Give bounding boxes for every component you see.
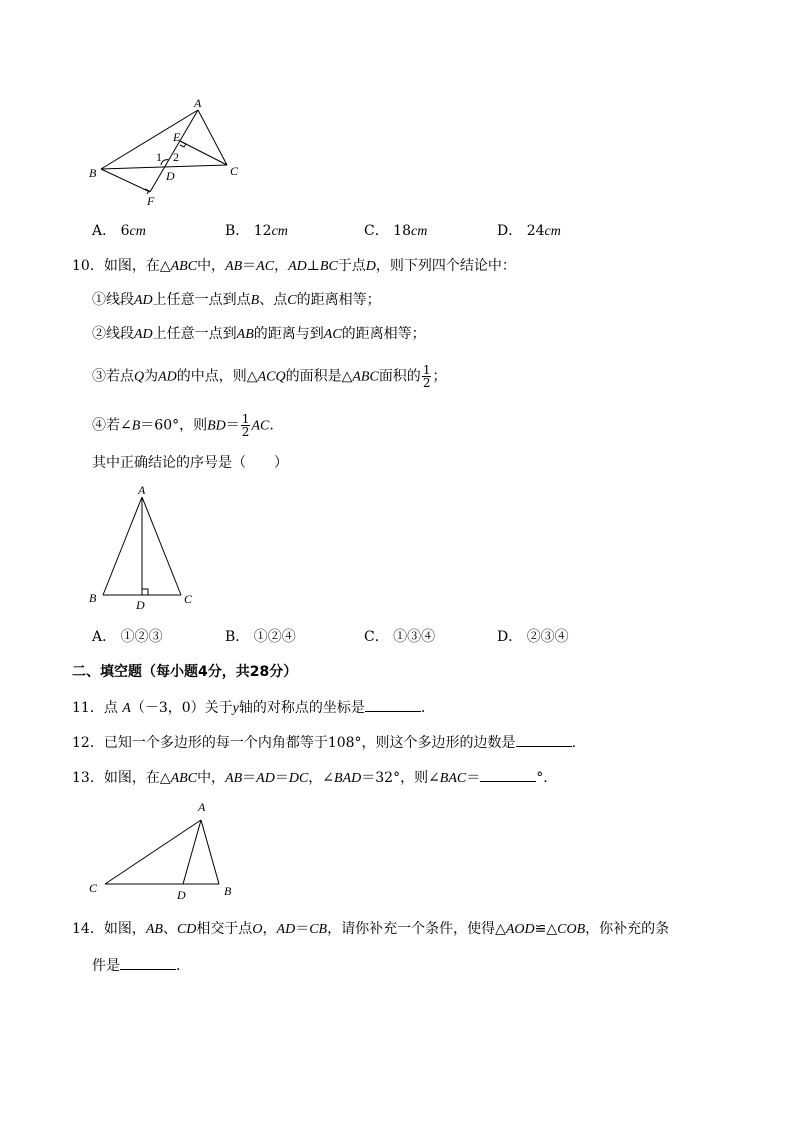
fraction-one-half: $\frac{1}{2}$ bbox=[241, 412, 250, 439]
fig2-label-c: C bbox=[184, 592, 193, 606]
q10-question: 其中正确结论的序号是（ ） bbox=[92, 455, 288, 471]
q9-option-c: C． 18cm bbox=[364, 223, 428, 239]
fig1-angle-2: 2 bbox=[173, 150, 179, 164]
q10-option-a: A． ①②③ bbox=[92, 629, 163, 645]
q11: 11．点 A（－3，0）关于y轴的对称点的坐标是 . bbox=[72, 697, 425, 719]
fig2-label-b: B bbox=[89, 591, 97, 605]
fig3-label-b: B bbox=[224, 884, 232, 898]
fig2-label-a: A bbox=[138, 483, 146, 497]
fig1-label-a: A bbox=[194, 96, 202, 110]
figure-q9 bbox=[85, 95, 255, 210]
q10-conclusion-1: ①线段AD上任意一点到点B、点C的距离相等； bbox=[92, 292, 381, 308]
q10-option-b: B． ①②④ bbox=[225, 629, 296, 645]
answer-blank[interactable] bbox=[120, 955, 176, 970]
fig3-label-a: A bbox=[198, 800, 206, 814]
q14-line1: 14．如图，AB、CD相交于点O，AD＝CB，请你补充一个条件，使得△AOD≌△COB，你补充的条 bbox=[72, 921, 670, 937]
q10-conclusion-3: ③若点Q为AD的中点，则△ACQ的面积是△ABC面积的 $\frac{1}{2}$ ； bbox=[92, 363, 447, 390]
q12: 12．已知一个多边形的每一个内角都等于108°，则这个多边形的边数是 . bbox=[72, 732, 576, 753]
fig2-label-d: D bbox=[136, 598, 145, 612]
q14-line2: 件是 . bbox=[92, 955, 180, 976]
answer-blank[interactable] bbox=[480, 767, 536, 782]
fig1-label-e: E bbox=[173, 130, 181, 144]
fig1-angle-1: 1 bbox=[156, 150, 162, 164]
fig3-label-c: C bbox=[89, 881, 98, 895]
answer-blank[interactable] bbox=[365, 697, 421, 712]
fig1-label-b: B bbox=[89, 166, 97, 180]
fig1-label-c: C bbox=[230, 164, 239, 178]
q13: 13．如图，在△ABC中，AB＝AD＝DC，∠BAD＝32°，则∠BAC＝ °. bbox=[72, 767, 548, 789]
fig1-label-d: D bbox=[166, 169, 175, 183]
answer-blank[interactable] bbox=[516, 732, 572, 747]
fig1-label-f: F bbox=[147, 194, 155, 208]
fraction-one-half: $\frac{1}{2}$ bbox=[422, 363, 431, 390]
figure-q10 bbox=[85, 485, 205, 615]
q10-option-d: D． ②③④ bbox=[497, 629, 569, 645]
q10-stem: 10．如图，在△ABC中，AB＝AC，AD⊥BC于点D，则下列四个结论中： bbox=[72, 258, 516, 274]
q9-option-d: D． 24cm bbox=[497, 223, 561, 239]
figure-q13 bbox=[85, 795, 245, 905]
section-title-fill-blank: 二、填空题（每小题4分，共28分） bbox=[72, 664, 298, 680]
q9-option-b: B． 12cm bbox=[225, 223, 288, 239]
q9-option-a: A． 6cm bbox=[92, 223, 146, 239]
q10-option-c: C． ①③④ bbox=[364, 629, 436, 645]
q10-conclusion-2: ②线段AD上任意一点到AB的距离与到AC的距离相等； bbox=[92, 326, 426, 342]
fig3-label-d: D bbox=[177, 888, 186, 902]
q10-conclusion-4: ④若∠B＝60°，则BD＝ $\frac{1}{2}$ AC. bbox=[92, 412, 274, 439]
